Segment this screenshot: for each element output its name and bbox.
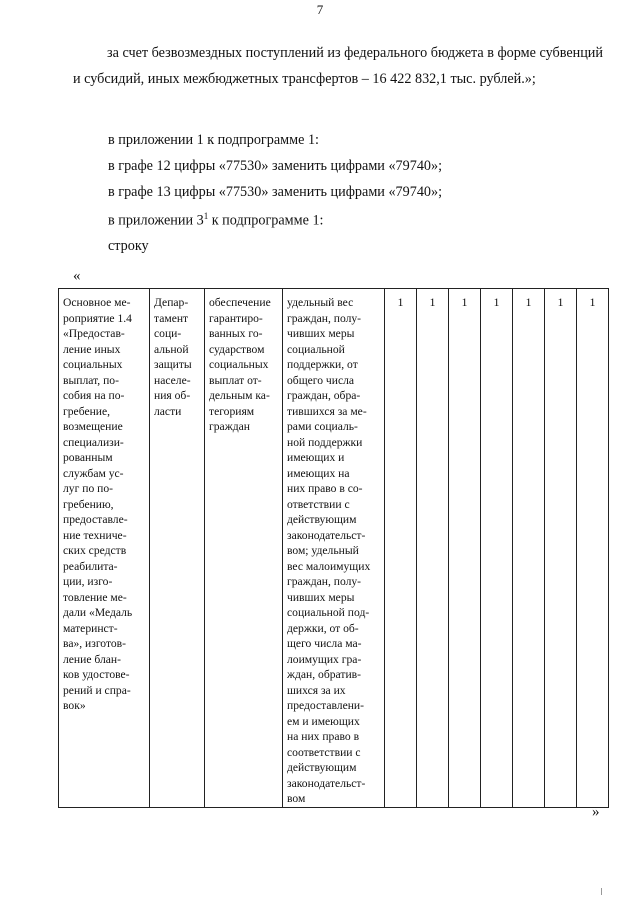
value-cell-7: 1 [577,289,609,808]
value-cell-4: 1 [481,289,513,808]
measure-name-text: Основное ме- роприятие 1.4 «Предостав- ление иных социальных выплат, по- собия на по- гребение, возмещение специализи- рованным службам ус- луг по по- гребению, предоставле- ние техниче- ских средств реабилита- ции, изго- товление ме- дали «Медаль материнст- ва», изготов- ление блан- ков удостове- рений и спра- вок» [63,296,133,712]
intro-paragraph [73,40,603,92]
value-cell-3: 1 [449,289,481,808]
table-row [59,289,609,808]
paragraph-text: за счет безвозмездных поступлений из федерального бюджета в форме субвенций и субсидий, иных межбюджетных трансфертов – 16 422 832,1 тыс. рублей.»; [73,45,603,87]
measures-table [58,288,609,808]
page-mark [601,888,602,895]
appendix-3-superscript: 1 [203,211,209,221]
value-cell-6: 1 [545,289,577,808]
text-line-row: строку [108,238,149,254]
goal-text: обеспечение гарантиро- ванных го- сударством социальных выплат от- дельным ка- тегориям граждан [209,296,271,433]
page-number: 7 [316,2,324,17]
closing-quote: » [592,804,600,820]
value-cell-5: 1 [513,289,545,808]
appendix-3-prefix: в приложении 3 [108,212,204,229]
text-line-column-13: в графе 13 цифры «77530» заменить цифрами «79740»; [108,184,443,200]
text-line-appendix-1: в приложении 1 к подпрограмме 1: [108,132,319,148]
text-line-appendix-3 [108,211,324,230]
indicator-text: удельный вес граждан, полу- чивших меры социальной поддержки, от общего числа граждан, обра- тившихся за ме- рами социаль- ной поддержки имеющих и имеющих на них право в со- ответствии с действующим законодательст- вом; удельный вес малоимущих граждан, полу- чивших меры социальной под- держки, от об- щего числа ма- лоимущих гра- ждан, обратив- шихся за их предоставлени- ем и имеющих на них право в соответствии с действующим законодательст- вом [287,296,371,805]
opening-quote: « [73,268,81,284]
value-cell-2: 1 [417,289,449,808]
executor-text: Депар- тамент соци- альной защиты населе- ния об- ласти [154,296,192,418]
indicator-cell [283,289,385,808]
executor-cell [150,289,205,808]
goal-cell [205,289,283,808]
appendix-3-suffix: к подпрограмме 1: [208,212,324,229]
measure-name-cell [59,289,150,808]
text-line-column-12: в графе 12 цифры «77530» заменить цифрами «79740»; [108,158,443,174]
value-cell-1: 1 [385,289,417,808]
